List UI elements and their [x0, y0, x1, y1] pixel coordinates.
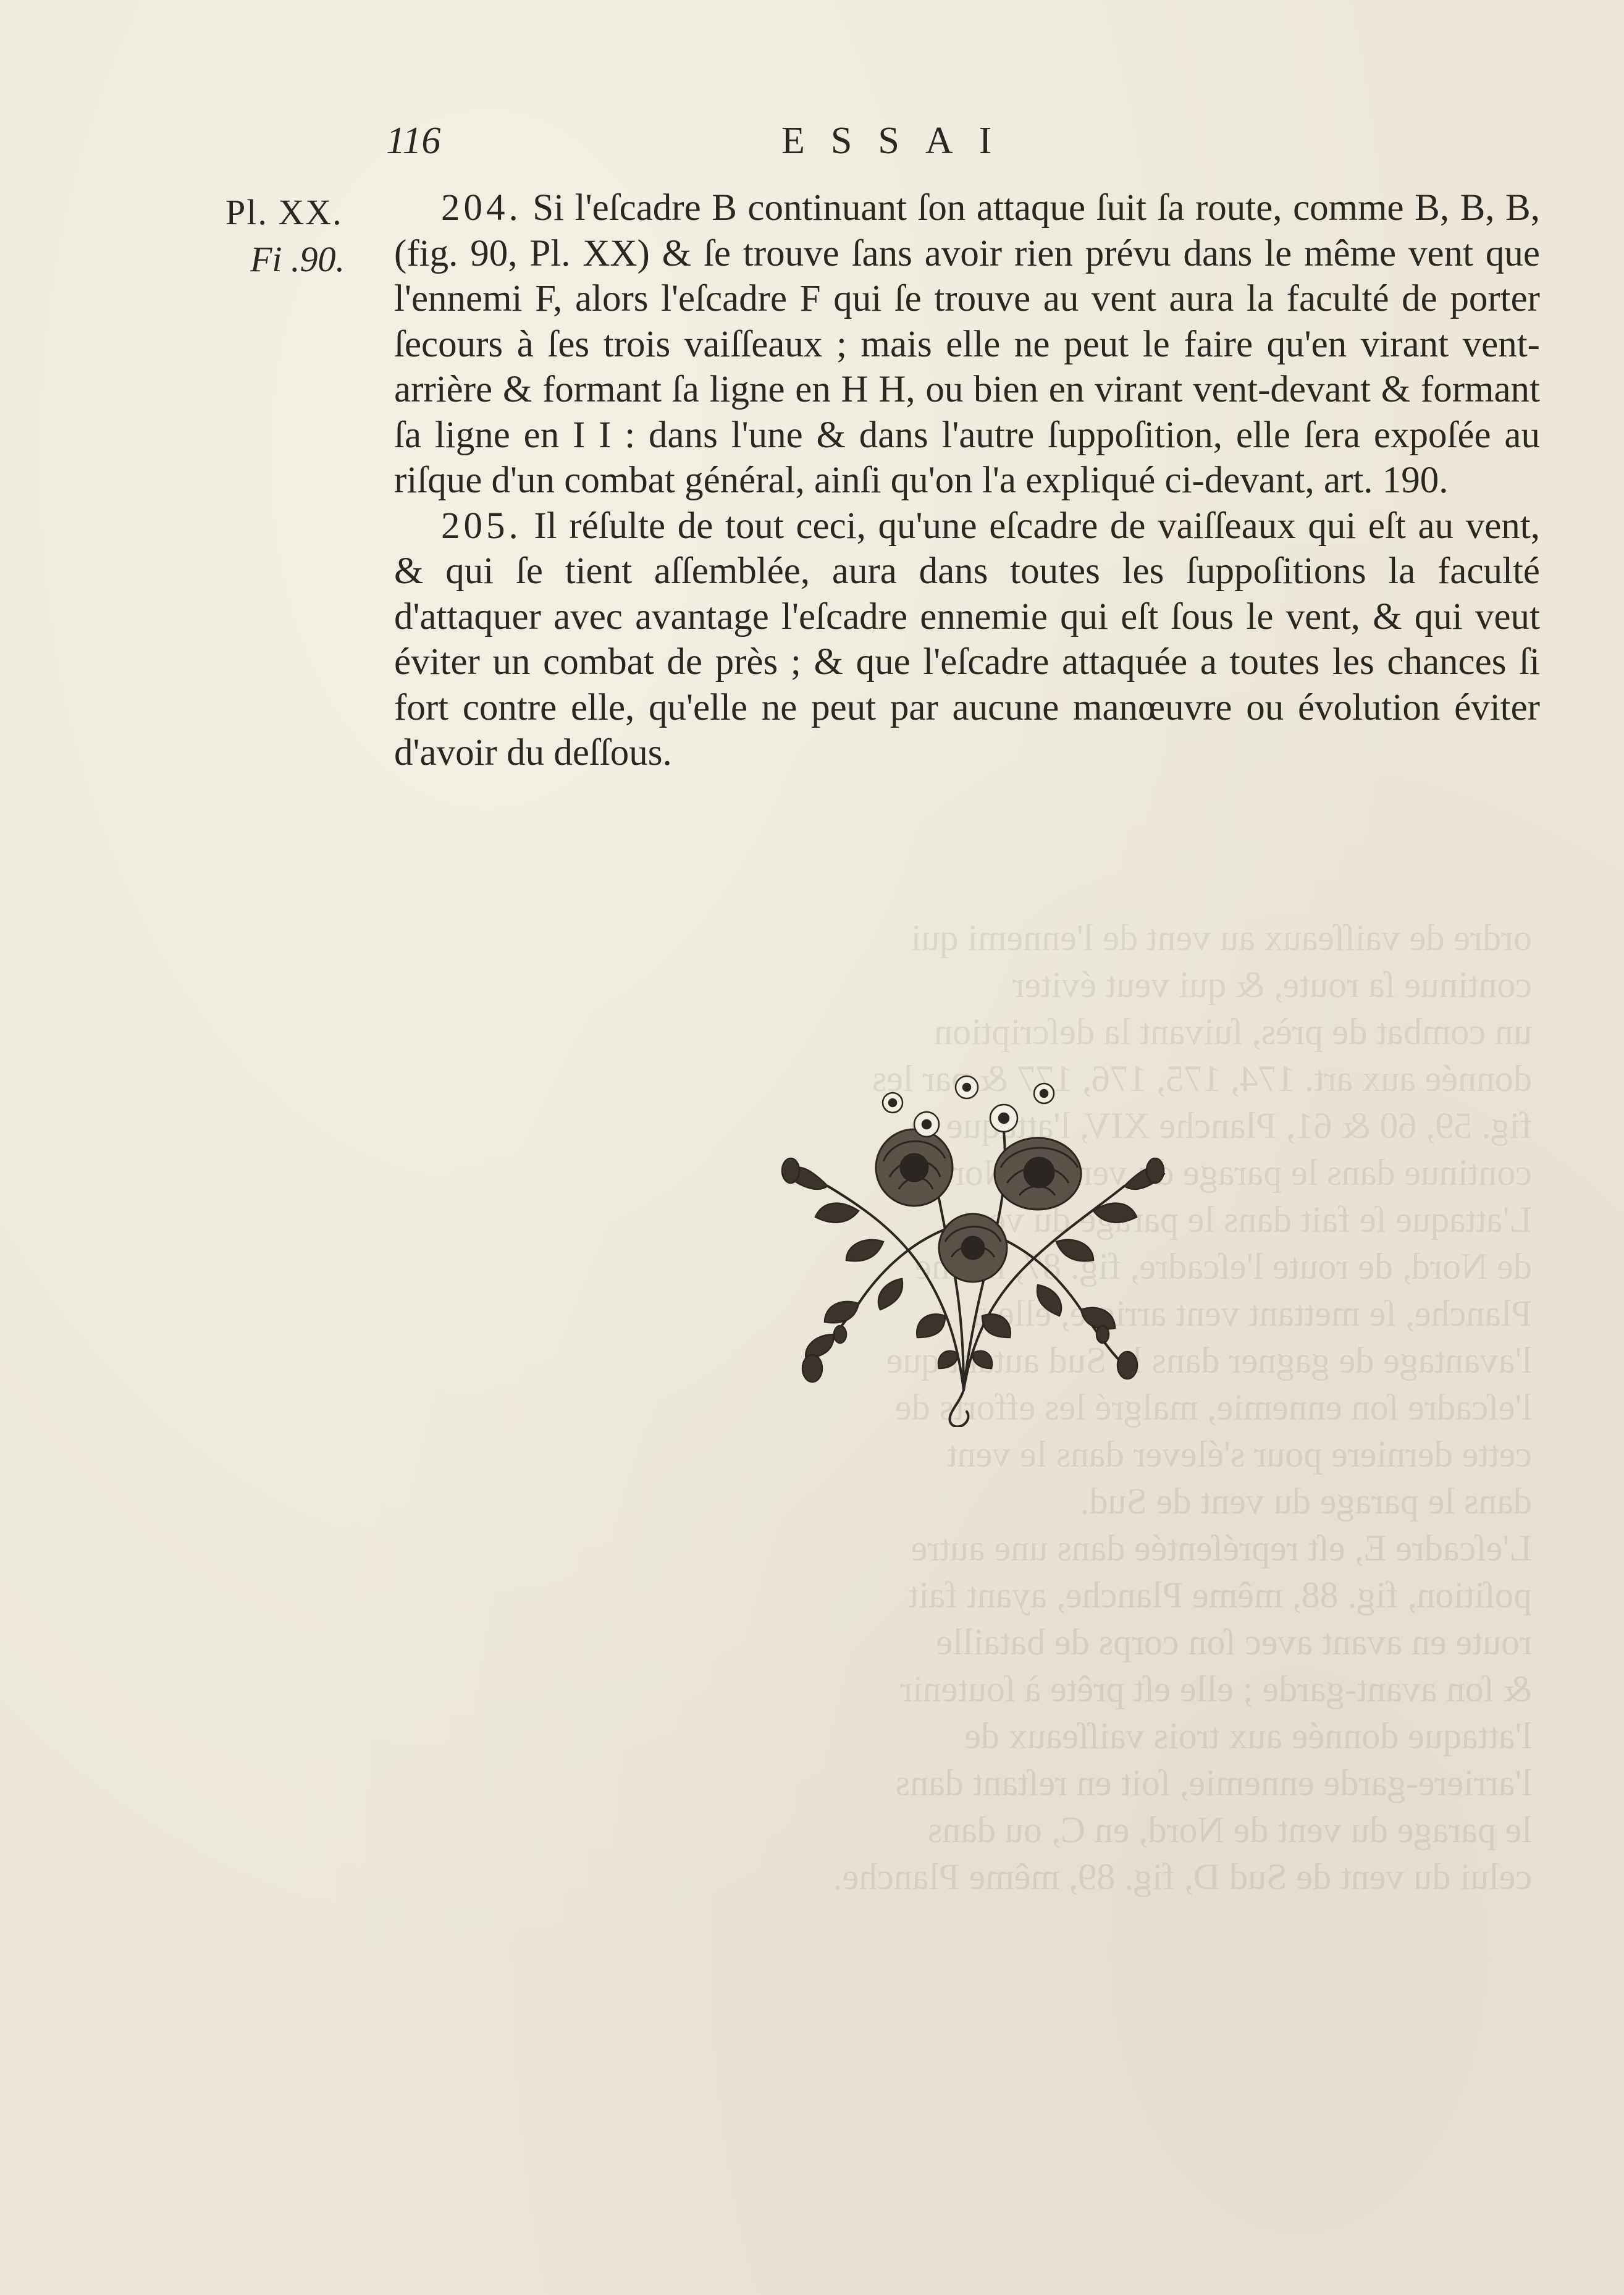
bleed-through-reverse-page: ordre de vaiſſeaux au vent de l'ennemi qui continue ſa route, & qui veut éviter un combat de près, ſuivant la deſcription donnée aux art. 174, 175, 176, 177 & par les fig. 59, 60 & 61, Planche XIV, l'attaque ſe continue dans le parage du vent de Nord. L'attaque ſe fait dans le parage du vent de Nord, de route l'eſcadre, fig. 87, même Planche, ſe mettant vent arriere, elle a l'avantage de gagner dans le Sud autant que l'eſcadre ſon ennemie, malgré les efforts de cette derniere pour s'élever dans le vent dans le parage du vent de Sud. L'eſcadre E, eſt repréſentée dans une autre poſition, fig. 88, même Planche, ayant fait route en avant avec ſon corps de bataille & ſon avant-garde ; elle eſt prête à ſoutenir l'attaque donnée aux trois vaiſſeaux de l'arriere-garde ennemie, ſoit en reſtant dans le parage du vent de Nord, en C, ou dans celui du vent de Sud D, fig. 89, même Planche. — [833, 917, 1532, 1897]
article-number: 204. — [441, 187, 522, 229]
paragraph-204 — [394, 185, 1540, 503]
running-head-title: ESSAI — [781, 120, 1018, 162]
paragraph-text: Si l'eſcadre B continuant ſon attaque ſuit ſa route, comme B, B, B, (fig. 90, Pl. XX) & ſe trouve ſans avoir rien prévu dans le même vent que l'ennemi F, alors l'eſcadre F qui ſe trouve au vent aura la faculté de porter ſecours à ſes trois vaiſſeaux ; mais elle ne peut le faire qu'en virant vent-arrière & formant ſa ligne en H H, ou bien en virant vent-devant & formant ſa ligne en I I : dans l'une & dans l'autre ſuppoſition, elle ſera expoſée au riſque d'un combat général, ainſi qu'on l'a expliqué ci-devant, art. 190. — [394, 187, 1540, 501]
page-number: 116 — [386, 120, 441, 162]
margin-notes — [225, 189, 386, 283]
article-number: 205. — [441, 505, 522, 547]
body-text — [394, 185, 1540, 776]
paragraph-205 — [394, 503, 1540, 776]
margin-figure-reference: Fi .90. — [250, 239, 345, 279]
paragraph-text: Il réſulte de tout ceci, qu'une eſcadre de vaiſſeaux qui eſt au vent, & qui ſe tient aſſemblée, aura dans toutes les ſuppoſitions la faculté d'attaquer avec avantage l'eſcadre ennemie qui eſt ſous le vent, & qui veut éviter un combat de près ; & que l'eſcadre attaquée a toutes les chances ſi fort contre elle, qu'elle ne peut par aucune manœuvre ou évolution éviter d'avoir du deſſous. — [394, 505, 1540, 773]
floral-bouquet-icon — [760, 1044, 1180, 1427]
running-header — [386, 114, 1535, 170]
margin-plate-reference: Pl. XX. — [225, 192, 343, 232]
